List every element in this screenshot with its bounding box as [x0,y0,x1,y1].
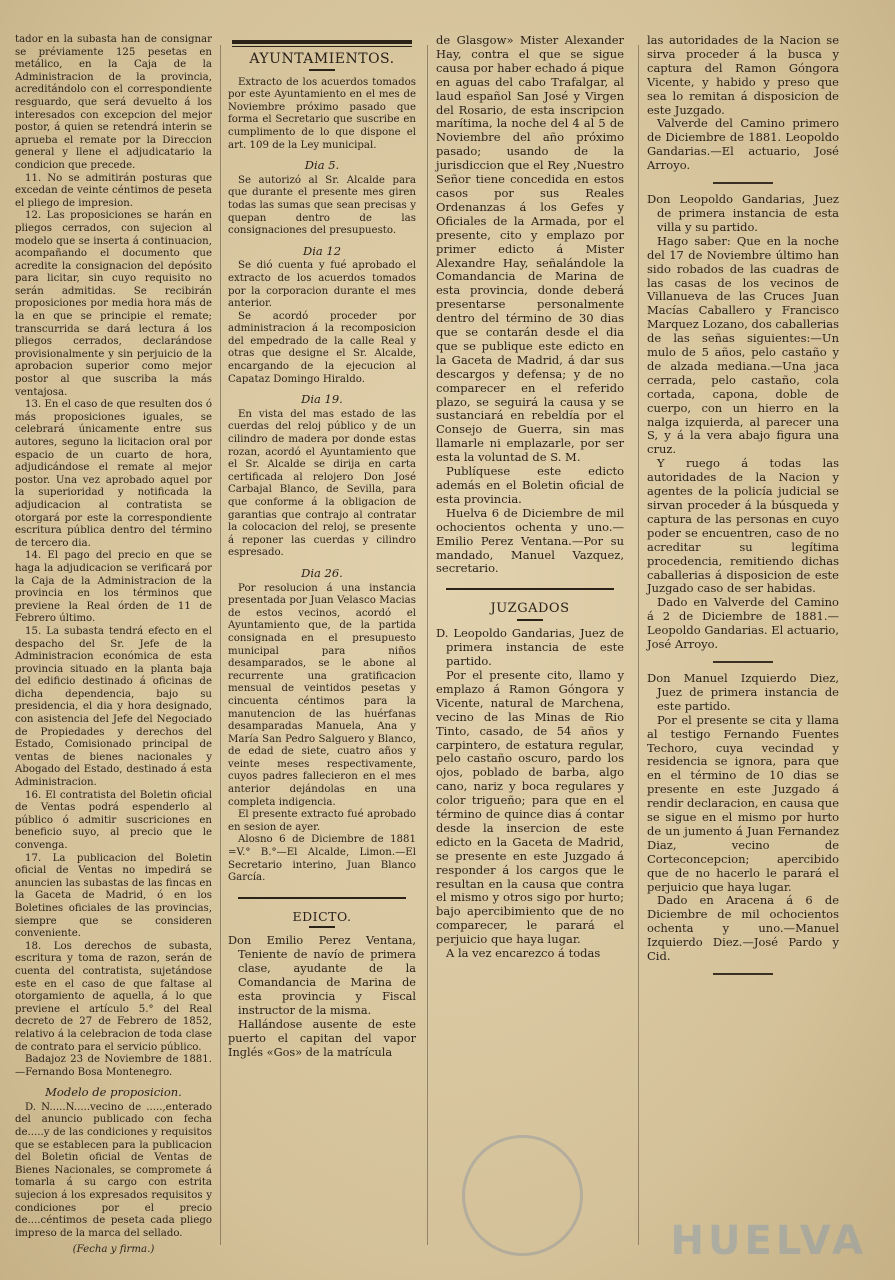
model-title: Modelo de proposicion. [45,1085,182,1100]
model-text: D. N.....N.....vecino de .....,enterado del anuncio publicado con fecha de.....y de las condiciones y requisitos que se establecen para la publicacion del Boletin oficial de Ventas de Bienes Nacionales, se compromete á tomarla á su cargo con estrita sujecion á los expresados requisitos y condiciones por el precio de....céntimos de peseta cada pliego impreso de la marca del sellado. [15,1101,212,1239]
paragraph: Y ruego á todas las autoridades de la Nacion y agentes de la policía judicial se sirvan proceder á la búsqueda y captura de las personas en cuyo poder se encuentren, caso de no acreditar su legítima procedencia, remitiendo dichas caballerias á disposicion de este Juzgado caso de ser habidas. [647,456,839,596]
paragraph: Se autorizó al Sr. Alcalde para que durante el presente mes giren todas las sumas que sean precisas y quepan dentro de las consignaciones del presupuesto. [228,174,416,237]
paragraph: Por el presente se cita y llama al testigo Fernando Fuentes Techoro, cuya vecindad y residencia se ignora, para que en el término de 10 dias se presente en este Juzgado á rendir declaracion, en causa que se sigue en el mismo por hurto de un jumento á Juan Fernandez Diaz, vecino de Corteconcepcion; apercibido que de no hacerlo le parará el perjuicio que haya lugar. [647,712,839,894]
paragraph: Valverde del Camino primero de Diciembre de 1881. Leopoldo Gandarias.—El actuario, José Arroyo. [647,116,839,173]
column-divider [220,45,221,1245]
section-rule [446,588,614,590]
paragraph: Hago saber: Que en la noche del 17 de Noviembre último han sido robados de las cuadras de las casas de los vecinos de Villanueva de las Cruces Juan Macías Caballero y Francisco Marquez Lozano, dos caballerias de las señas siguientes:—Un mulo de 5 años, pelo castaño y de alzada mediana.—Una jaca cerrada, pelo castaño, cola cortada, capona, doble de cuerpo, con un hierro en la nalga izquierda, al parecer una S, y á la vera abajo figura una cruz. [647,233,839,457]
day-heading: Dia 12 [302,243,342,258]
paragraph: las autoridades de la Nacion se sirva proceder á la busca y captura del Ramon Góngora Vicente, y habido y preso que sea lo remitan á disposicion de este Juzgado. [647,33,839,117]
section-rule [238,897,406,899]
divider [713,182,773,184]
paragraph: tador en la subasta han de consignar se préviamente 125 pesetas en metálico, en la Caja de la Administracion de la provincia, acreditándolo con el correspondiente resguardo, que será devuelto á los interesados con excepcion del mejor postor, á quien se retendrá interin se aprueba el remate por la Direccion general y llene el adjudicatario la condicion que precede. [15,34,212,171]
paragraph: Dado en Aracena á 6 de Diciembre de mil ochocientos ochenta y uno.—Manuel Izquierdo Diez.—José Pardo y Cid. [647,893,839,964]
divider [517,619,543,621]
paragraph: Se dió cuenta y fué aprobado el extracto de los acuerdos tomados por la corporacion durante el mes anterior. [228,260,416,310]
paragraph: 15. La subasta tendrá efecto en el despacho del Sr. Jefe de la Administracion económica de esta provincia situado en la planta baja del edificio destinado á oficinas de dicha dependencia, bajo su presidencia, el dia y hora designado, con asistencia del Jefe del Negociado de Propiedades y derechos del Estado, Comisionado principal de ventas de bienes nacionales y Abogado del Estado, destinado á esta Administracion. [15,625,212,789]
library-stamp [462,1135,583,1256]
day-heading: Dia 5. [304,158,340,173]
paragraph: de Glasgow» Mister Alexander Hay, contra el que se sigue causa por haber echado á pique en aguas del cabo Trafalgar, al laud español San José y Virgen del Rosario, de esta inscripcion marítima, la noche del 4 al 5 de Noviembre del año próximo pasado; usando de la jurisdiccion que el Rey ,Nuestro Señor tiene concedida en estos casos por sus Reales Ordenanzas á los Gefes y Oficiales de la Armada, por el presente, cito y emplazo por primer edicto á Mister Alexandre Hay, señalándole la Comandancia de Marina de esta provincia, donde deberá presentarse personalmente dentro del término de 30 dias que se contarán desde el dia que se publique este edicto en la Gaceta de Madrid, á dar sus descargos y defensa; y de no comparecer en el referido plazo, se seguirá la causa y se sustanciará en rebeldía por el Consejo de Guerra, sin mas llamarle ni emplazarle, por ser esta la voluntad de S. M. [436,33,624,465]
day-heading: Dia 19. [301,392,343,407]
paragraph: A la vez encarezco á todas [446,946,601,961]
section-heading-edicto: EDICTO. [292,908,352,924]
paragraph: 12. Las proposiciones se harán en pliegos cerrados, con sujecion al modelo que se inserta á continuacion, acompañando el documento que acredite la consignacion del depósito para licitar, sin cuyo requisito no serán admitidas. Se recibirán proposiciones por media hora más de la en que se principie el remate; transcurrida se dará lectura á los pliegos cerrados, declarándose provisionalmente y sin perjuicio de la aprobacion superior como mejor postor al que suscriba la más ventajosa. [15,210,212,398]
divider [713,661,773,663]
divider [713,973,773,975]
section-heading-ayuntamientos: AYUNTAMIENTOS. [249,51,395,67]
column-1 [15,34,212,1257]
column-divider [638,45,639,1245]
column-2 [228,34,416,1060]
paragraph: Huelva 6 de Diciembre de mil ochocientos ochenta y uno.—Emilio Perez Ventana.—Por su mandado, Manuel Vazquez, secretario. [436,505,624,576]
column-divider [427,45,428,1245]
divider [309,926,335,928]
paragraph: En vista del mas estado de las cuerdas del reloj público y de un cilindro de madera por donde estas rozan, acordó el Ayuntamiento que el Sr. Alcalde se dirija en carta certificada al relojero Don José Carbajal Blanco, de Sevilla, para que conforme á la obligacion de garantias que contrajo al contratar la colocacion del reloj, se presente á reponer las cuerdas y cilindro espresado. [228,408,416,559]
paragraph: 16. El contratista del Boletin oficial de Ventas podrá espenderlo al público ó admitir suscriciones en beneficio suyo, al precio que le convenga. [15,789,212,851]
column-4 [647,34,839,984]
column-3 [436,34,624,961]
paragraph: 18. Los derechos de subasta, escritura y toma de razon, serán de cuenta del contratista, sujetándose este en el caso de que faltase al otorgamiento de aquella, á lo que previene el artículo 5.° del Real decreto de 27 de Febrero de 1852, relativo á la celebracion de toda clase de contrato para el servicio público. [15,940,212,1053]
paragraph: 13. En el caso de que resulten dos ó más proposiciones iguales, se celebrará únicamente entre sus autores, seguno la licitacion oral por espacio de un cuarto de hora, adjudicándose el remate al mejor postor. Una vez aprobado aquel por la superioridad y notificada la adjudicacion al contratista se otorgará por este la correspondiente escritura pública dentro del término de tercero dia. [15,399,212,549]
paragraph: 14. El pago del precio en que se haga la adjudicacion se verificará por la Caja de la Administracion de la provincia en los términos que previene la Real órden de 11 de Febrero último. [15,550,212,625]
paragraph: 17. La publicacion del Boletin oficial de Ventas no impedirá se anuncien las subastas de las fincas en la Gaceta de Madrid, ó en los Boletines oficiales de las provincias, siempre que se consideren conveniente. [15,852,212,940]
paragraph: Don Emilio Perez Ventana, Teniente de navío de primera clase, ayudante de la Comandancia de Marina de esta provincia y Fiscal instructor de la misma. [228,934,416,1018]
paragraph: Don Manuel Izquierdo Diez, Juez de primera instancia de este partido. [647,670,839,713]
paragraph: Publíquese este edicto además en el Boletin oficial de esta provincia. [436,464,624,506]
paragraph: Alosno 6 de Diciembre de 1881 =V.° B.°—El Alcalde, Limon.—El Secretario interino, Juan Blanco García. [228,834,416,884]
paragraph: D. Leopoldo Gandarias, Juez de primera instancia de este partido. [436,626,624,669]
day-heading: Dia 26. [301,565,343,580]
paragraph: Por resolucion á una instancia presentada por Juan Velasco Macias de estos vecinos, acordó el Ayuntamiento que, de la partida consignada en el presupuesto municipal para niños desamparados, se le abone al recurrente una gratificacion mensual de veintidos pesetas y cincuenta céntimos para la manutencion de las huérfanas desamparadas Manuela, Ana y María San Pedro Salguero y Blanco, de edad de siete, cuatro años y veinte meses respectivamente, cuyos padres fallecieron en el mes anterior dejándolas en una completa indigencia. [228,582,416,808]
paragraph: Dado en Valverde del Camino á 2 de Diciembre de 1881.—Leopoldo Gandarias. El actuario, José Arroyo. [647,595,839,652]
signature-line: Badajoz 23 de Noviembre de 1881.—Fernando Bosa Montenegro. [15,1054,212,1078]
paragraph: Se acordó proceder por administracion á la recomposicion del empedrado de la calle Real y otras que designe el Sr. Alcalde, encargando de la ejecucion al Capataz Domingo Hiraldo. [228,310,416,385]
section-rule [232,40,412,44]
divider [309,69,335,71]
paragraph: El presente extracto fué aprobado en sesion de ayer. [228,809,416,833]
paragraph: Por el presente cito, llamo y emplazo á Ramon Góngora y Vicente, natural de Marchena, vecino de las Minas de Rio Tinto, casado, de 54 años y carpintero, de estatura regular, pelo castaño oscuro, pardo los ojos, poblado de barba, algo cano, nariz y boca regulares y color trigueño; para que en el término de quince dias á contar desde la insercion de este edicto en la Gaceta de Madrid, se presente en este Juzgado á responder á los cargos que le resultan en la causa que contra el mismo y otros sigo por hurto; bajo apercibimiento que de no comparecer, le parará el perjuicio que haya lugar. [436,667,624,947]
paragraph: Hallándose ausente de este puerto el capitan del vapor Inglés «Gos» de la matrícula [228,1018,416,1060]
paragraph: 11. No se admitirán posturas que excedan de veinte céntimos de peseta el pliego de impresion. [15,172,212,209]
paragraph: Extracto de los acuerdos tomados por este Ayuntamiento en el mes de Noviembre próximo pasado que forma el Secretario que suscribe en cumplimento de lo que dispone el art. 109 de la Ley municipal. [228,76,416,151]
date-signature-note: (Fecha y firma.) [72,1244,155,1256]
library-watermark: HUELVA [670,1218,867,1264]
paragraph: Don Leopoldo Gandarias, Juez de primera instancia de esta villa y su partido. [647,192,839,234]
section-heading-juzgados: JUZGADOS [490,601,570,617]
section-rule [232,46,412,47]
